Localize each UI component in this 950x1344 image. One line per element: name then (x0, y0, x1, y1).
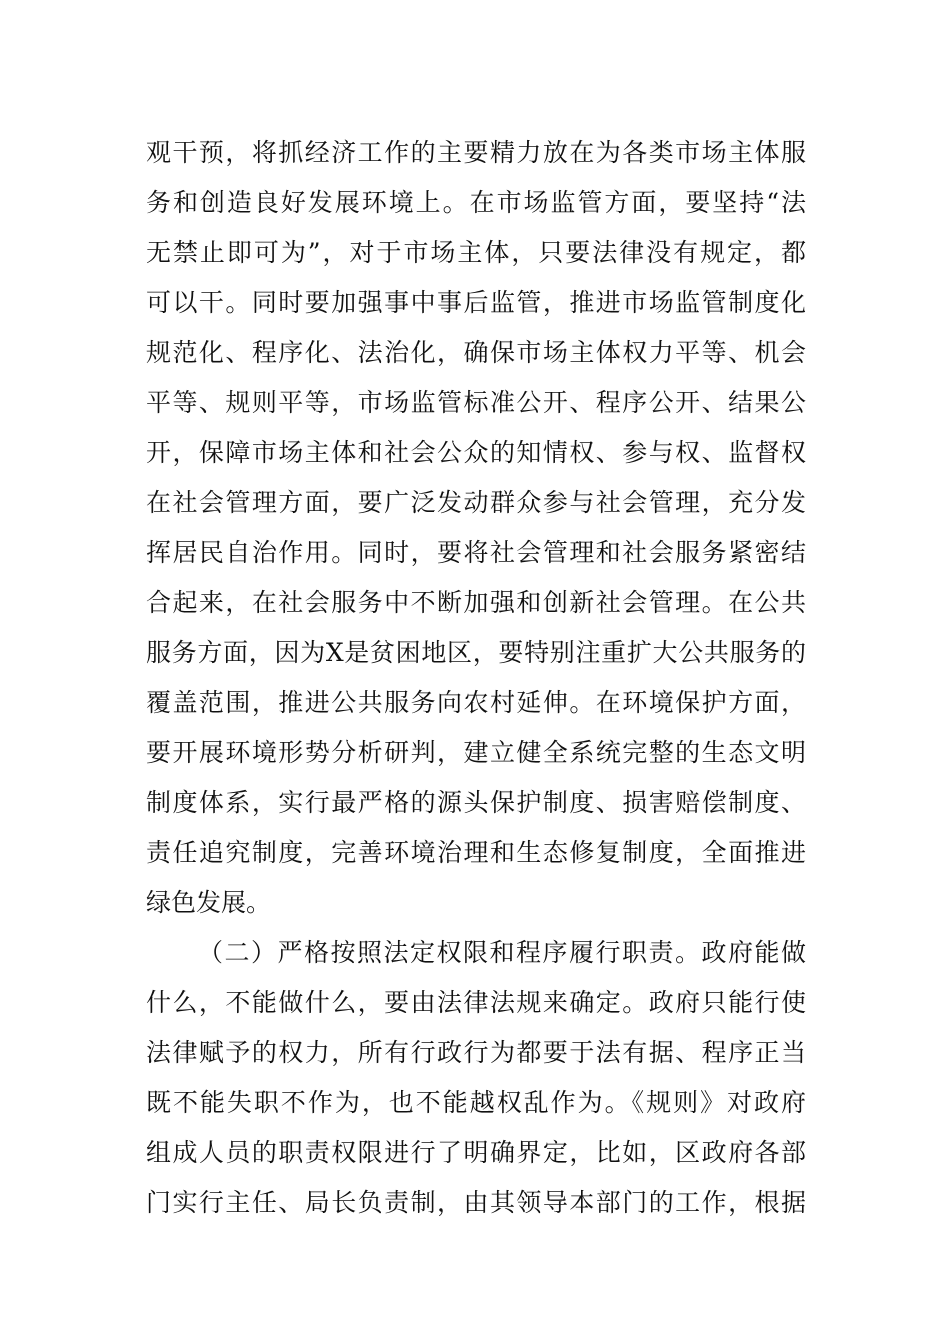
text-line: 什么，不能做什么，要由法律法规来确定。政府只能行使 (146, 988, 806, 1017)
text-line: 既不能失职不作为，也不能越权乱作为。《规则》对政府 (146, 1088, 806, 1117)
text-line: 法律赋予的权力，所有行政行为都要于法有据、程序正当 (146, 1038, 806, 1067)
text-line: 可以干。同时要加强事中事后监管，推进市场监管制度化 (146, 288, 806, 317)
text-line: 平等、规则平等，市场监管标准公开、程序公开、结果公 (146, 388, 806, 417)
text-line: 规范化、程序化、法治化，确保市场主体权力平等、机会 (146, 338, 806, 367)
text-line: 组成人员的职责权限进行了明确界定，比如，区政府各部 (146, 1138, 806, 1167)
text-line: 挥居民自治作用。同时，要将社会管理和社会服务紧密结 (146, 538, 806, 567)
text-line: 务和创造良好发展环境上。在市场监管方面，要坚持“法 (146, 188, 806, 217)
text-line: 制度体系，实行最严格的源头保护制度、损害赔偿制度、 (146, 788, 806, 817)
text-line: 要开展环境形势分析研判，建立健全系统完整的生态文明 (146, 738, 806, 767)
text-line: 观干预，将抓经济工作的主要精力放在为各类市场主体服 (146, 138, 806, 167)
text-line: 覆盖范围，推进公共服务向农村延伸。在环境保护方面， (146, 688, 806, 717)
text-line: 责任追究制度，完善环境治理和生态修复制度，全面推进 (146, 838, 806, 867)
text-line: 开，保障市场主体和社会公众的知情权、参与权、监督权 (146, 438, 806, 467)
text-line: 绿色发展。 (146, 888, 272, 917)
text-line: 服务方面，因为X是贫困地区，要特别注重扩大公共服务的 (146, 638, 806, 667)
text-line: 合起来，在社会服务中不断加强和创新社会管理。在公共 (146, 588, 806, 617)
paragraph-heading-line: （二）严格按照法定权限和程序履行职责。政府能做 (198, 938, 806, 967)
text-line: 无禁止即可为”，对于市场主体，只要法律没有规定，都 (146, 238, 806, 267)
text-line: 在社会管理方面，要广泛发动群众参与社会管理，充分发 (146, 488, 806, 517)
text-line: 门实行主任、局长负责制，由其领导本部门的工作，根据 (146, 1188, 806, 1217)
document-body (146, 128, 806, 1228)
